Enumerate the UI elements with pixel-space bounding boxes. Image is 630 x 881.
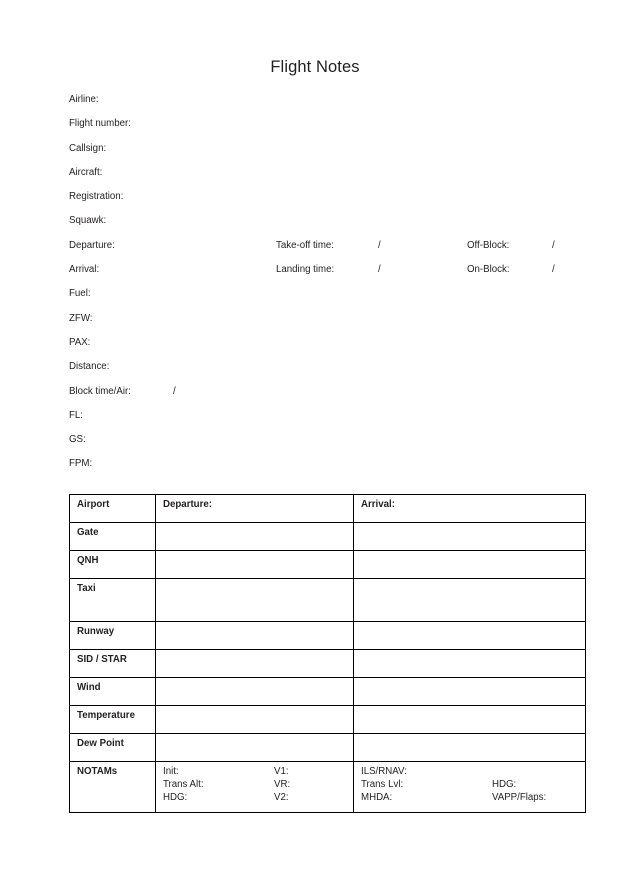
flight-details-form bbox=[69, 88, 599, 477]
label-airline: Airline: bbox=[69, 94, 99, 105]
label-pax: PAX: bbox=[69, 336, 91, 348]
cell-notams-arrival[interactable] bbox=[354, 762, 586, 813]
cell-temperature-arrival[interactable] bbox=[354, 706, 586, 734]
label-trans-lvl: Trans Lvl: bbox=[361, 779, 404, 790]
label-departure: Departure: bbox=[69, 239, 115, 251]
row-label-taxi: Taxi bbox=[70, 579, 156, 622]
row-label-qnh: QNH bbox=[70, 551, 156, 579]
cell-qnh-arrival[interactable] bbox=[354, 551, 586, 579]
value-off-block: / bbox=[552, 239, 555, 251]
header-arrival: Arrival: bbox=[354, 495, 586, 523]
label-fpm: FPM: bbox=[69, 458, 93, 470]
row-label-gate: Gate bbox=[70, 523, 156, 551]
cell-notams-departure[interactable] bbox=[156, 762, 354, 813]
cell-dew-point-departure[interactable] bbox=[156, 734, 354, 762]
field-row-distance bbox=[69, 355, 599, 379]
cell-sid-star-departure[interactable] bbox=[156, 650, 354, 678]
table-row bbox=[70, 579, 586, 622]
label-on-block: On-Block: bbox=[467, 264, 510, 276]
field-row-callsign bbox=[69, 137, 599, 161]
field-row-fl bbox=[69, 404, 599, 428]
field-row-flight-number bbox=[69, 112, 599, 136]
field-row-departure bbox=[69, 234, 599, 258]
label-hdg-arr: HDG: bbox=[492, 779, 517, 790]
cell-sid-star-arrival[interactable] bbox=[354, 650, 586, 678]
header-airport: Airport bbox=[70, 495, 156, 523]
table-row bbox=[70, 678, 586, 706]
label-vr: VR: bbox=[274, 779, 291, 790]
label-ils-rnav: ILS/RNAV: bbox=[361, 766, 407, 777]
field-row-aircraft bbox=[69, 161, 599, 185]
table-row bbox=[70, 734, 586, 762]
cell-taxi-departure[interactable] bbox=[156, 579, 354, 622]
field-row-gs bbox=[69, 428, 599, 452]
table-header-row bbox=[70, 495, 586, 523]
field-row-fuel bbox=[69, 282, 599, 306]
field-row-arrival bbox=[69, 258, 599, 282]
label-v2: V2: bbox=[274, 792, 289, 803]
row-label-temperature: Temperature bbox=[70, 706, 156, 734]
value-takeoff-time: / bbox=[378, 239, 381, 251]
label-fuel: Fuel: bbox=[69, 288, 91, 300]
cell-gate-departure[interactable] bbox=[156, 523, 354, 551]
label-off-block: Off-Block: bbox=[467, 239, 510, 251]
table-row-notams bbox=[70, 762, 586, 813]
label-vapp-flaps: VAPP/Flaps: bbox=[492, 792, 547, 803]
row-label-notams: NOTAMs bbox=[70, 762, 156, 813]
field-row-fpm bbox=[69, 452, 599, 476]
label-hdg-dep: HDG: bbox=[163, 792, 188, 803]
label-block-time-air: Block time/Air: bbox=[69, 385, 131, 397]
label-zfw: ZFW: bbox=[69, 312, 93, 324]
label-trans-alt: Trans Alt: bbox=[163, 779, 204, 790]
cell-wind-arrival[interactable] bbox=[354, 678, 586, 706]
cell-qnh-departure[interactable] bbox=[156, 551, 354, 579]
label-init: Init: bbox=[163, 766, 179, 777]
label-fl: FL: bbox=[69, 409, 83, 421]
field-row-registration bbox=[69, 185, 599, 209]
table-row bbox=[70, 650, 586, 678]
cell-dew-point-arrival[interactable] bbox=[354, 734, 586, 762]
cell-wind-departure[interactable] bbox=[156, 678, 354, 706]
cell-temperature-departure[interactable] bbox=[156, 706, 354, 734]
field-row-block-time-air bbox=[69, 380, 599, 404]
cell-runway-departure[interactable] bbox=[156, 622, 354, 650]
row-label-sid-star: SID / STAR bbox=[70, 650, 156, 678]
label-landing-time: Landing time: bbox=[276, 264, 335, 276]
label-squawk: Squawk: bbox=[69, 215, 107, 227]
row-label-wind: Wind bbox=[70, 678, 156, 706]
field-row-airline bbox=[69, 88, 599, 112]
label-callsign: Callsign: bbox=[69, 142, 107, 154]
label-mhda: MHDA: bbox=[361, 792, 393, 803]
label-v1: V1: bbox=[274, 766, 289, 777]
label-arrival: Arrival: bbox=[69, 264, 100, 276]
label-gs: GS: bbox=[69, 434, 86, 446]
label-registration: Registration: bbox=[69, 191, 124, 203]
cell-gate-arrival[interactable] bbox=[354, 523, 586, 551]
value-landing-time: / bbox=[378, 264, 381, 276]
value-on-block: / bbox=[552, 264, 555, 276]
cell-runway-arrival[interactable] bbox=[354, 622, 586, 650]
value-block-time-air: / bbox=[173, 385, 176, 397]
header-departure: Departure: bbox=[156, 495, 354, 523]
label-aircraft: Aircraft: bbox=[69, 166, 103, 178]
field-row-zfw bbox=[69, 307, 599, 331]
row-label-runway: Runway bbox=[70, 622, 156, 650]
table-row bbox=[70, 523, 586, 551]
row-label-dew-point: Dew Point bbox=[70, 734, 156, 762]
cell-taxi-arrival[interactable] bbox=[354, 579, 586, 622]
field-row-pax bbox=[69, 331, 599, 355]
table-row bbox=[70, 706, 586, 734]
table-row bbox=[70, 551, 586, 579]
label-takeoff-time: Take-off time: bbox=[276, 239, 334, 251]
page-title: Flight Notes bbox=[270, 58, 360, 76]
label-flight-number: Flight number: bbox=[69, 118, 131, 130]
airport-info-table bbox=[69, 494, 586, 813]
field-row-squawk bbox=[69, 209, 599, 233]
table-row bbox=[70, 622, 586, 650]
label-distance: Distance: bbox=[69, 361, 110, 373]
